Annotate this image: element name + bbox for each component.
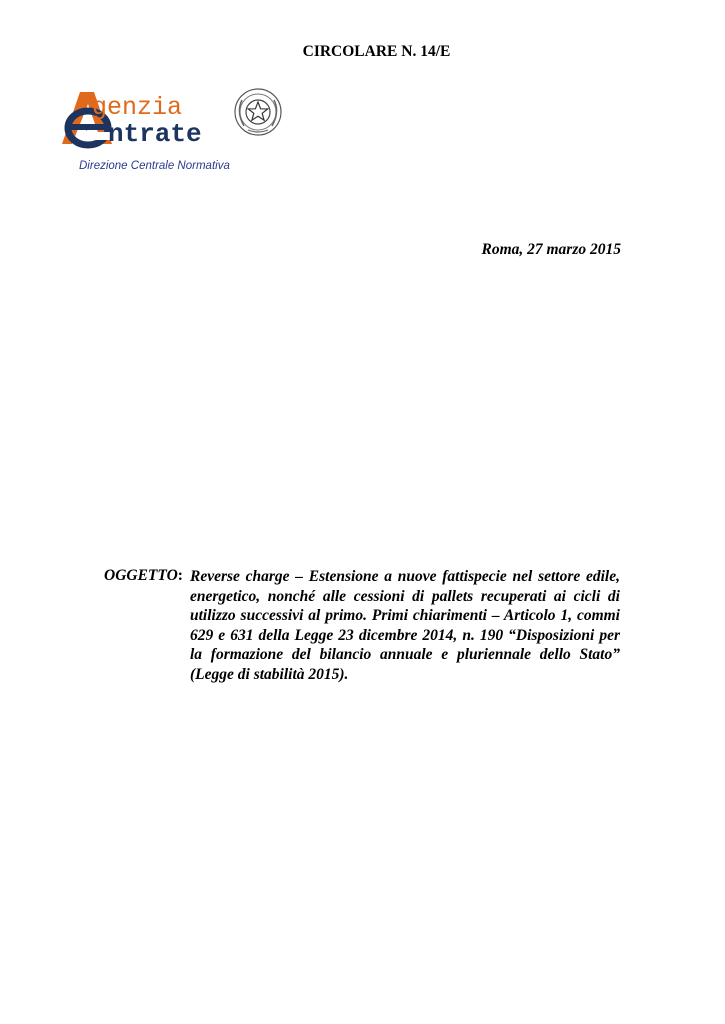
circular-title: CIRCOLARE N. 14/E [302,43,451,60]
logo-a-letter: A [72,113,74,115]
subject-text: Reverse charge – Estensione a nuove fattispecie nel settore edile, energetico, nonché alle cessioni di pallets recuperati ai cicli di utilizzo successivi al primo. Primi chiarimenti – Articolo 1, commi 629 e 631 della Legge 23 dicembre 2014, n. 190 “Disposizioni per la formazione del bilancio annuale e pluriennale dello Stato” (Legge di stabilità 2015). [190,568,620,683]
department-name: Direzione Centrale Normativa [79,160,230,172]
italian-republic-emblem [235,89,281,135]
agenzia-entrate-logo [58,86,288,156]
logo-word-genzia: genzia [92,93,183,122]
logo-e-letter: e [86,130,88,132]
document-date: Roma, 27 marzo 2015 [481,241,621,258]
logo-word-ntrate: ntrate [108,119,202,149]
subject-separator: : [177,567,183,584]
subject-label [104,567,183,585]
subject-label-text: OGGETTO [104,567,178,584]
